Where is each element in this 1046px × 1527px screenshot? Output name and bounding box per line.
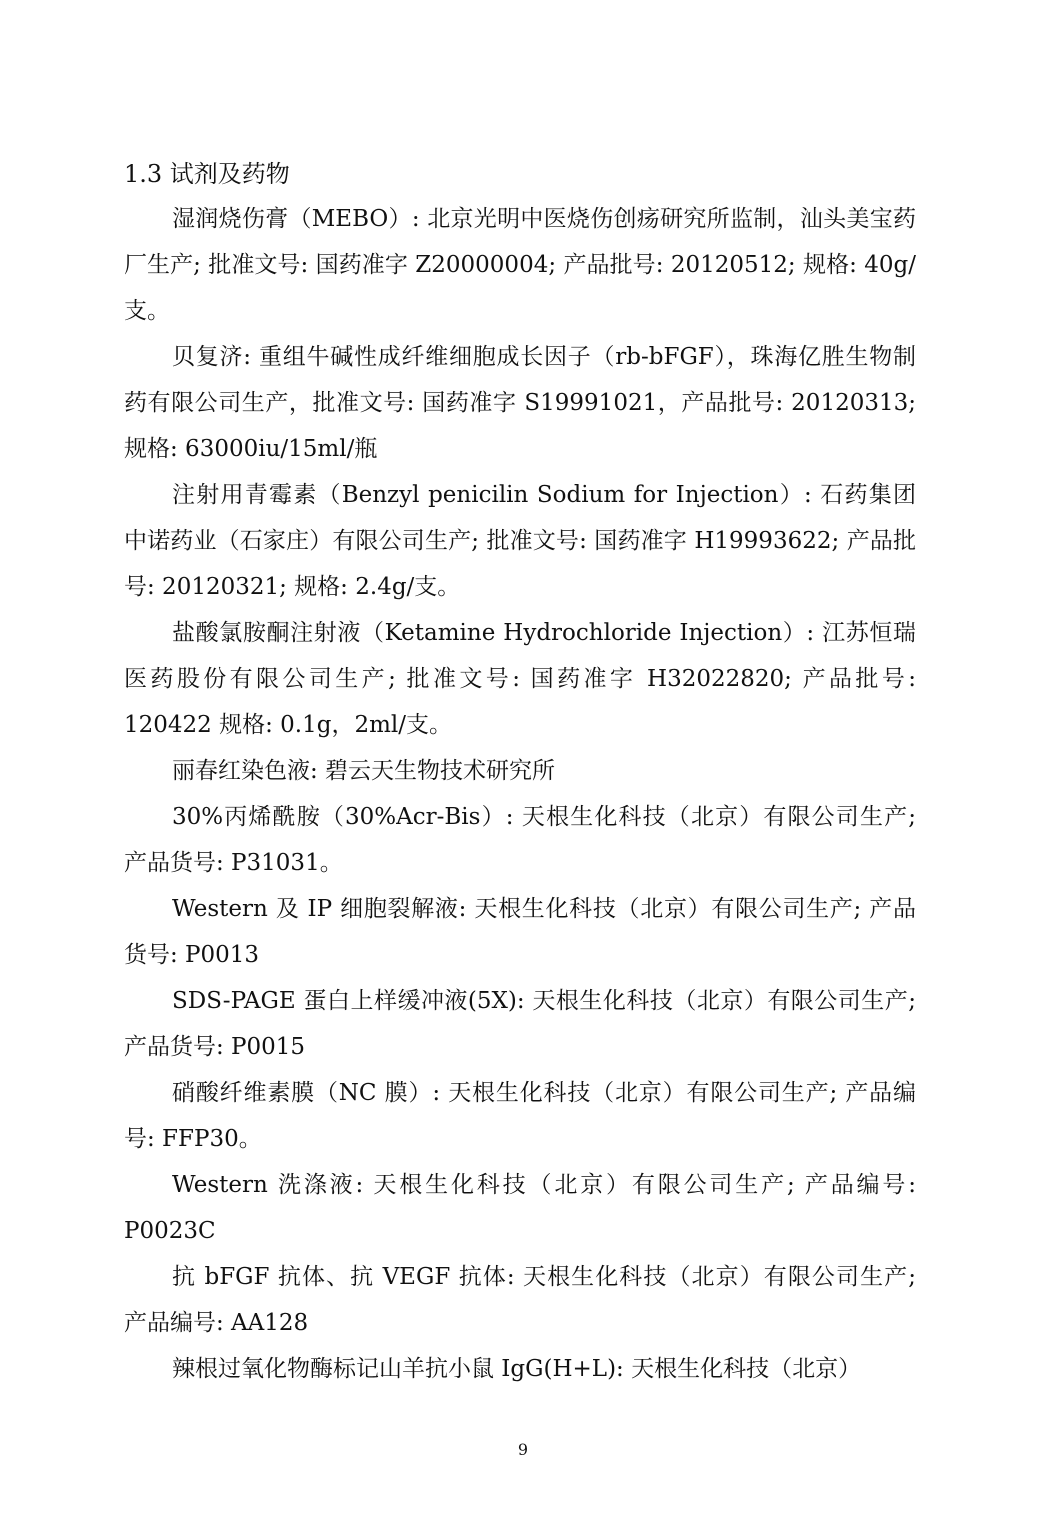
paragraph-wash-buffer: Western 洗涤液: 天根生化科技（北京）有限公司生产; 产品编号: P0023C <box>124 1172 916 1244</box>
paragraph-penicillin: 注射用青霉素（Benzyl penicilin Sodium for Injection）: 石药集团中诺药业（石家庄）有限公司生产; 批准文号: 国药准字 H19993622; 产品批号: 20120321; 规格: 2.4g/支。 <box>124 482 916 600</box>
paragraph-ketamine: 盐酸氯胺酮注射液（Ketamine Hydrochloride Injection）: 江苏恒瑞医药股份有限公司生产; 批准文号: 国药准字 H32022820; 产品批号: 120422 规格: 0.1g，2ml/支。 <box>124 620 916 738</box>
section-heading: 1.3 试剂及药物 <box>124 160 290 188</box>
paragraph-nc-membrane: 硝酸纤维素膜（NC 膜）: 天根生化科技（北京）有限公司生产; 产品编号: FFP30。 <box>124 1080 916 1152</box>
paragraph-acrylamide: 30%丙烯酰胺（30%Acr-Bis）: 天根生化科技（北京）有限公司生产; 产品货号: P31031。 <box>124 804 916 876</box>
paragraph-antibodies: 抗 bFGF 抗体、抗 VEGF 抗体: 天根生化科技（北京）有限公司生产; 产品编号: AA128 <box>124 1264 916 1336</box>
paragraph-hrp-igg: 辣根过氧化物酶标记山羊抗小鼠 IgG(H+L): 天根生化科技（北京） <box>172 1356 862 1382</box>
paragraph-ponceau: 丽春红染色液: 碧云天生物技术研究所 <box>172 758 556 784</box>
paragraph-lysis-buffer: Western 及 IP 细胞裂解液: 天根生化科技（北京）有限公司生产; 产品货号: P0013 <box>124 896 916 968</box>
reagent-list <box>124 196 916 1392</box>
paragraph-mebo: 湿润烧伤膏（MEBO）: 北京光明中医烧伤创疡研究所监制，汕头美宝药厂生产; 批准文号: 国药准字 Z20000004; 产品批号: 20120512; 规格: 40g/支。 <box>124 206 916 324</box>
page-number: 9 <box>517 1440 529 1459</box>
paragraph-rb-bfgf: 贝复济: 重组牛碱性成纤维细胞成长因子（rb-bFGF），珠海亿胜生物制药有限公司生产，批准文号: 国药准字 S19991021，产品批号: 20120313; 规格: 63000iu/15ml/瓶 <box>124 344 916 462</box>
paragraph-loading-buffer: SDS-PAGE 蛋白上样缓冲液(5X): 天根生化科技（北京）有限公司生产; 产品货号: P0015 <box>124 988 916 1060</box>
